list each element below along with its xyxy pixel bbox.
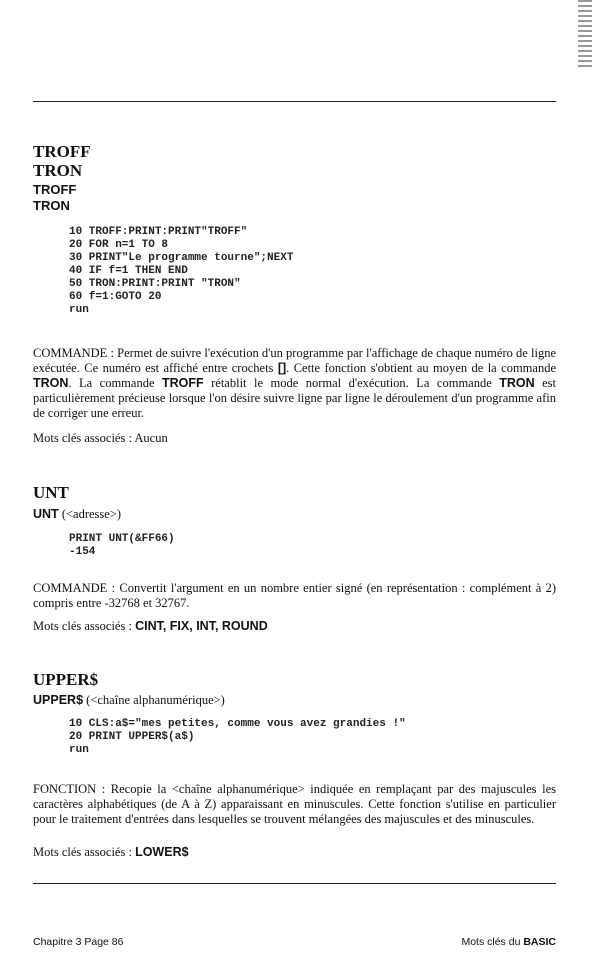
related-label: Mots clés associés : — [33, 619, 136, 633]
code-line: 20 PRINT UPPER$(a$) — [69, 731, 195, 743]
code-line: PRINT UNT(&FF66) — [69, 533, 175, 545]
related-keywords: Aucun — [134, 431, 168, 445]
desc-text: rétablit le mode normal d'exécution. La commande — [203, 376, 500, 390]
syntax-argument: (<chaîne alphanumérique>) — [83, 693, 225, 707]
related-label: Mots clés associés : — [33, 431, 135, 445]
footer-title-bold: BASIC — [523, 936, 556, 948]
troff-code-block — [69, 226, 549, 317]
troff-description — [33, 346, 556, 421]
keyword-troff: TROFF — [161, 376, 204, 390]
code-line: 40 IF f=1 THEN END — [69, 265, 188, 277]
syntax-troff: TROFF — [33, 182, 77, 197]
footer-book-title — [461, 936, 556, 948]
bottom-rule — [33, 883, 556, 884]
syntax-keyword: UPPER$ — [33, 693, 84, 707]
upper-related — [33, 845, 556, 860]
footer-title-prefix: Mots clés du — [461, 936, 524, 948]
syntax-keyword: UNT — [33, 507, 59, 521]
desc-text: . Cette fonction s'obtient au moyen de la commande — [286, 361, 556, 375]
troff-syntax-block — [33, 182, 556, 214]
unt-desc-paragraph: COMMANDE : Convertit l'argument en un nombre entier signé (en représentation : complément à 2) compris entre -32768 et 32767. — [33, 581, 556, 610]
code-line: run — [69, 744, 89, 756]
code-line: 30 PRINT"Le programme tourne";NEXT — [69, 252, 294, 264]
unt-syntax — [33, 506, 556, 522]
syntax-tron: TRON — [33, 198, 70, 213]
related-keywords: CINT, FIX, INT, ROUND — [135, 619, 268, 633]
related-keywords: LOWER$ — [135, 845, 189, 859]
upper-syntax — [33, 692, 556, 708]
unt-related — [33, 619, 556, 634]
heading-troff: TROFF — [33, 142, 91, 161]
code-line: -154 — [69, 546, 96, 558]
heading-tron: TRON — [33, 161, 83, 180]
keyword-tron: TRON — [33, 376, 69, 390]
unt-code-block — [69, 533, 549, 559]
upper-desc-paragraph: FONCTION : Recopie la <chaîne alphanumérique> indiquée en remplaçant par des majuscules les caractères alphabétiques (de A à Z) apparaissant en minuscules. Cette fonction s'utilise en particulier pour le traitement d'entrées dans lesquelles se trouvent mélangées des majuscules et des minuscules. — [33, 782, 556, 826]
code-line: 60 f=1:GOTO 20 — [69, 291, 162, 303]
troff-related — [33, 431, 556, 446]
heading-unt: UNT — [33, 483, 69, 502]
code-line: 50 TRON:PRINT:PRINT "TRON" — [69, 278, 241, 290]
troff-desc-paragraph — [33, 346, 556, 421]
troff-title-block — [33, 142, 556, 180]
related-label: Mots clés associés : — [33, 845, 136, 859]
keyword-tron: TRON — [499, 376, 535, 390]
footer-page-number: Chapitre 3 Page 86 — [33, 936, 124, 948]
upper-code-block — [69, 718, 549, 757]
scan-smudge — [578, 0, 592, 70]
desc-text: est particulièrement précieuse lorsque l'on désire suivre ligne par ligne le déroulement d'un programme afin de corriger une erreur. — [33, 376, 557, 420]
upper-description — [33, 782, 556, 827]
desc-text: COMMANDE : Permet de suivre l'exécution d'un programme par l'affichage de chaque numéro de ligne exécutée. Ce numéro est affiché entre crochets — [33, 346, 556, 375]
brackets-symbol: [] — [277, 361, 287, 375]
syntax-argument: (<adresse>) — [58, 507, 122, 521]
code-line: 10 TROFF:PRINT:PRINT"TROFF" — [69, 226, 248, 238]
code-line: 20 FOR n=1 TO 8 — [69, 239, 169, 251]
heading-upper: UPPER$ — [33, 670, 99, 689]
code-line: run — [69, 304, 89, 316]
top-rule — [33, 101, 556, 102]
code-line: 10 CLS:a$="mes petites, comme vous avez grandies !" — [69, 718, 406, 730]
unt-description — [33, 581, 556, 611]
desc-text: . La commande — [68, 376, 162, 390]
